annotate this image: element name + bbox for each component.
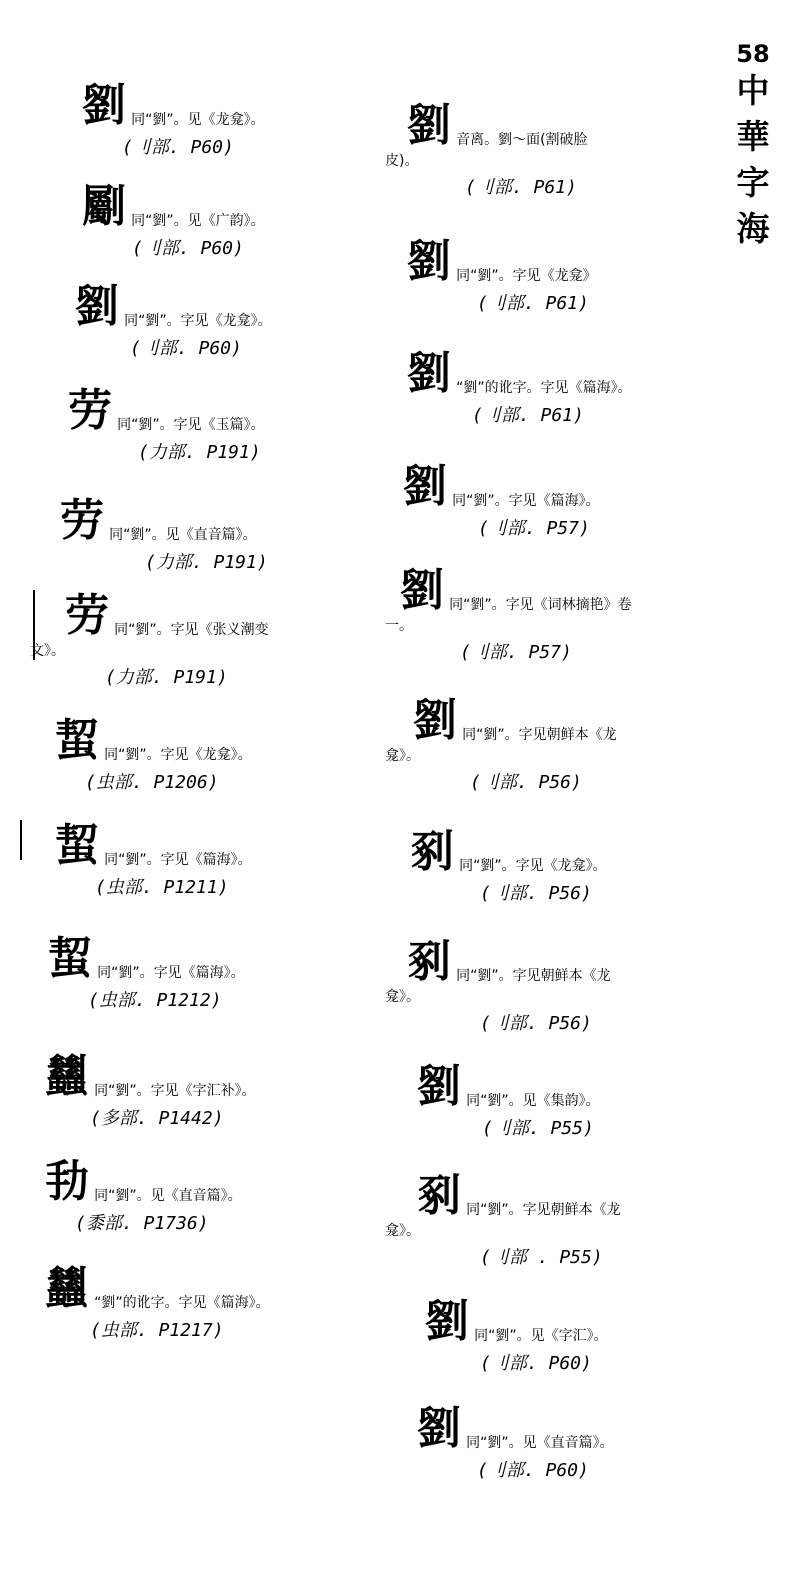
headword: 劉 — [400, 565, 444, 616]
definition: “劉”的讹字。字见《篇海》。 — [456, 380, 632, 396]
handwritten-note: (虫部. P1217) — [90, 1320, 224, 1341]
dictionary-entry — [82, 183, 422, 261]
margin-line — [20, 820, 22, 860]
headword: 蛪 — [55, 715, 99, 766]
definition: 同“劉”。见《广韵》。 — [131, 213, 265, 229]
headword: 剢 — [417, 1170, 461, 1221]
headword: 劳 — [68, 385, 112, 436]
headword: 蠿 — [45, 1263, 89, 1314]
dictionary-entry — [417, 1063, 747, 1141]
definition: 同“劉”。字见《龙龛》 — [456, 268, 597, 284]
dictionary-entry — [45, 1265, 385, 1343]
definition-continuation: 龛》。 — [385, 1223, 420, 1239]
page-number: 58 — [736, 40, 770, 68]
headword: 蛪 — [55, 820, 99, 871]
headword: 劳 — [65, 590, 109, 641]
definition: 同“劉”。字见《龙龛》。 — [104, 747, 252, 763]
definition: 同“劉”。字见《篇海》。 — [452, 493, 600, 509]
headword: 剢 — [407, 936, 451, 987]
dictionary-entry — [417, 1405, 747, 1483]
dictionary-entry — [60, 497, 400, 575]
handwritten-note: (刂部. P60) — [477, 1460, 589, 1481]
definition: 同“劉”。字见《篇海》。 — [104, 852, 252, 868]
headword: 劉 — [75, 281, 119, 332]
handwritten-note: (刂部. P55) — [482, 1118, 594, 1139]
headword: 劉 — [82, 80, 126, 131]
handwritten-note: (刂部. P56) — [480, 1013, 592, 1034]
dictionary-entry — [385, 102, 715, 200]
dictionary-entry — [410, 828, 740, 906]
handwritten-note: (刂部. P61) — [465, 177, 577, 198]
definition: 同“劉”。见《龙龛》。 — [131, 112, 265, 128]
dictionary-entry — [45, 1158, 385, 1236]
handwritten-note: (力部. P191) — [145, 552, 268, 573]
headword: 蛪 — [48, 933, 92, 984]
dictionary-entry — [385, 567, 715, 665]
dictionary-entry — [385, 697, 715, 795]
definition: 同“劉”。字见朝鲜本《龙 — [466, 1202, 621, 1218]
definition: 同“劉”。字见《龙龛》。 — [459, 858, 607, 874]
dictionary-entry — [55, 822, 395, 900]
headword: 劉 — [407, 348, 451, 399]
handwritten-note: (黍部. P1736) — [75, 1213, 209, 1234]
handwritten-note: (刂部. P57) — [460, 642, 572, 663]
handwritten-note: (力部. P191) — [138, 442, 261, 463]
definition: 同“劉”。字见朝鲜本《龙 — [456, 968, 611, 984]
definition: 同“劉”。见《直音篇》。 — [109, 527, 257, 543]
handwritten-note: (刂部. P57) — [478, 518, 590, 539]
handwritten-note: (刂部. P60) — [122, 137, 234, 158]
dictionary-entry — [75, 283, 415, 361]
handwritten-note: (刂部. P61) — [477, 293, 589, 314]
dictionary-entry — [45, 1053, 385, 1131]
definition: “劉”的讹字。字见《篇海》。 — [94, 1295, 270, 1311]
definition: 同“劉”。字见《词林摘艳》卷 — [449, 597, 632, 613]
side-title — [728, 40, 778, 252]
definition: 同“劉”。字见《张义潮变 — [114, 622, 269, 638]
handwritten-note: (虫部. P1206) — [85, 772, 219, 793]
handwritten-note: (刂部. P60) — [480, 1353, 592, 1374]
definition: 同“劉”。字见《玉篇》。 — [117, 417, 265, 433]
dictionary-entry — [407, 238, 737, 316]
handwritten-note: (多部. P1442) — [90, 1108, 224, 1129]
headword: 劳 — [60, 495, 104, 546]
handwritten-note: (刂部. P56) — [480, 883, 592, 904]
definition: 同“劉”。字见《篇海》。 — [97, 965, 245, 981]
headword: 劧 — [45, 1156, 89, 1207]
headword: 剢 — [410, 826, 454, 877]
dictionary-entry — [68, 387, 408, 465]
dictionary-entry — [30, 592, 370, 690]
dictionary-entry — [48, 935, 388, 1013]
definition: 同“劉”。字见《龙龛》。 — [124, 313, 272, 329]
definition-continuation: 龛》。 — [385, 989, 420, 1005]
definition-continuation: 龛》。 — [385, 748, 420, 764]
headword: 劉 — [413, 695, 457, 746]
dictionary-entry — [385, 1172, 715, 1270]
headword: 劉 — [417, 1403, 461, 1454]
headword: 劉 — [407, 236, 451, 287]
definition-continuation: 皮)。 — [385, 153, 419, 169]
handwritten-note: (虫部. P1212) — [88, 990, 222, 1011]
definition-continuation: 文》。 — [30, 643, 65, 659]
headword: 劉 — [407, 100, 451, 151]
handwritten-note: (虫部. P1211) — [95, 877, 229, 898]
headword: 劉 — [425, 1296, 469, 1347]
title-char-3: 字 — [736, 163, 770, 202]
handwritten-note: (刂部 . P55) — [480, 1247, 603, 1268]
handwritten-note: (力部. P191) — [105, 667, 228, 688]
definition: 同“劉”。见《集韵》。 — [466, 1093, 600, 1109]
definition: 同“劉”。字见朝鲜本《龙 — [462, 727, 617, 743]
dictionary-entry — [385, 938, 715, 1036]
definition: 音离。劉～面(割破脸 — [456, 132, 588, 148]
headword: 劉 — [403, 461, 447, 512]
definition: 同“劉”。见《直音篇》。 — [94, 1188, 242, 1204]
title-char-2: 華 — [736, 117, 770, 156]
handwritten-note: (刂部. P60) — [132, 238, 244, 259]
title-char-1: 中 — [736, 71, 770, 110]
dictionary-entry — [55, 717, 395, 795]
dictionary-entry — [407, 350, 737, 428]
definition: 同“劉”。见《字汇》。 — [474, 1328, 608, 1344]
definition-continuation: 一。 — [385, 618, 413, 634]
definition: 同“劉”。字见《字汇补》。 — [94, 1083, 256, 1099]
handwritten-note: (刂部. P61) — [472, 405, 584, 426]
headword: 劉 — [417, 1061, 461, 1112]
handwritten-note: (刂部. P60) — [130, 338, 242, 359]
dictionary-entry — [82, 82, 422, 160]
title-char-4: 海 — [736, 209, 770, 248]
handwritten-note: (刂部. P56) — [470, 772, 582, 793]
headword: 蠿 — [45, 1051, 89, 1102]
dictionary-entry — [425, 1298, 755, 1376]
headword: 劚 — [82, 181, 126, 232]
definition: 同“劉”。见《直音篇》。 — [466, 1435, 614, 1451]
dictionary-entry — [403, 463, 733, 541]
